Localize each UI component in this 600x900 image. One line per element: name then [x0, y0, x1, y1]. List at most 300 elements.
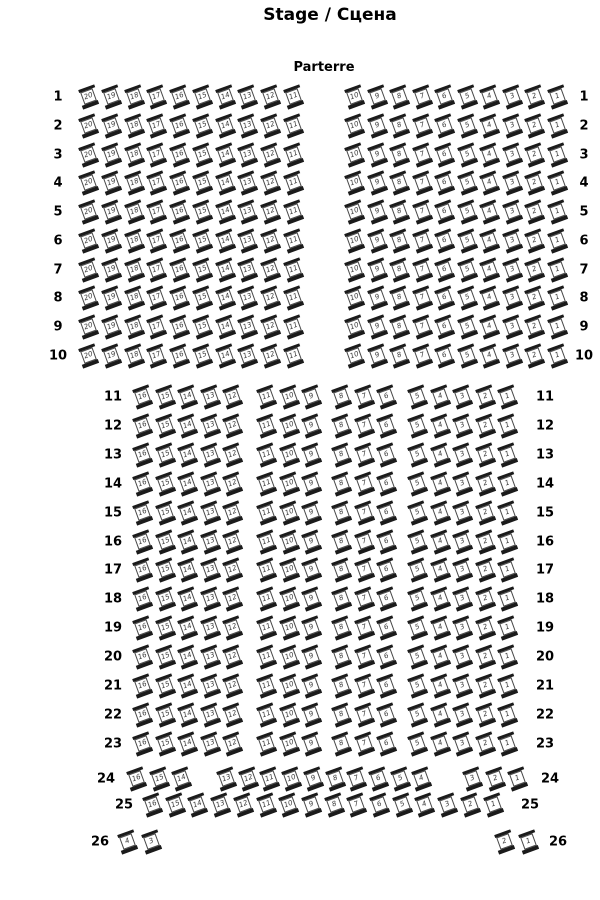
seat[interactable]: 16 [134, 417, 151, 434]
seat[interactable]: 14 [179, 677, 196, 694]
seat[interactable]: 8 [333, 677, 350, 694]
seat[interactable]: 16 [134, 388, 151, 405]
seat[interactable]: 5 [459, 146, 476, 163]
seat[interactable]: 12 [262, 117, 279, 134]
seat[interactable]: 14 [179, 417, 196, 434]
seat[interactable]: 3 [504, 347, 521, 364]
seat[interactable]: 15 [194, 174, 211, 191]
seat[interactable]: 13 [202, 562, 219, 579]
seat[interactable]: 5 [409, 562, 426, 579]
seat[interactable]: 6 [370, 770, 387, 787]
seat[interactable]: 2 [527, 88, 544, 105]
seat[interactable]: 11 [258, 446, 275, 463]
seat[interactable]: 17 [148, 290, 165, 307]
seat[interactable]: 11 [262, 770, 279, 787]
seat[interactable]: 9 [303, 677, 320, 694]
seat[interactable]: 15 [194, 347, 211, 364]
seat[interactable]: 2 [477, 590, 494, 607]
seat[interactable]: 2 [477, 562, 494, 579]
seat[interactable]: 2 [477, 446, 494, 463]
seat[interactable]: 14 [173, 770, 190, 787]
seat[interactable]: 17 [148, 146, 165, 163]
seat[interactable]: 5 [409, 533, 426, 550]
seat[interactable]: 15 [194, 318, 211, 335]
seat[interactable]: 15 [157, 475, 174, 492]
seat[interactable]: 6 [378, 648, 395, 665]
seat[interactable]: 10 [281, 648, 298, 665]
seat[interactable]: 13 [240, 232, 257, 249]
seat[interactable]: 1 [549, 117, 566, 134]
seat[interactable]: 14 [217, 174, 234, 191]
seat[interactable]: 6 [371, 796, 388, 813]
seat[interactable]: 16 [134, 475, 151, 492]
seat[interactable]: 14 [179, 388, 196, 405]
seat[interactable]: 8 [391, 174, 408, 191]
seat[interactable]: 5 [459, 117, 476, 134]
seat[interactable]: 12 [224, 475, 241, 492]
seat[interactable]: 19 [103, 347, 120, 364]
seat[interactable]: 5 [409, 590, 426, 607]
seat[interactable]: 1 [499, 706, 516, 723]
seat[interactable]: 13 [240, 117, 257, 134]
seat[interactable]: 3 [454, 533, 471, 550]
seat[interactable]: 7 [356, 735, 373, 752]
seat[interactable]: 1 [485, 796, 502, 813]
seat[interactable]: 3 [504, 318, 521, 335]
seat[interactable]: 12 [224, 648, 241, 665]
seat[interactable]: 8 [391, 318, 408, 335]
seat[interactable]: 14 [217, 290, 234, 307]
seat[interactable]: 16 [134, 735, 151, 752]
seat[interactable]: 15 [157, 590, 174, 607]
seat[interactable]: 17 [148, 117, 165, 134]
seat[interactable]: 5 [409, 504, 426, 521]
seat[interactable]: 15 [157, 562, 174, 579]
seat[interactable]: 7 [348, 770, 365, 787]
seat[interactable]: 16 [134, 590, 151, 607]
seat[interactable]: 11 [258, 417, 275, 434]
seat[interactable]: 4 [432, 735, 449, 752]
seat[interactable]: 11 [258, 648, 275, 665]
seat[interactable]: 14 [179, 446, 196, 463]
seat[interactable]: 9 [303, 706, 320, 723]
seat[interactable]: 3 [454, 590, 471, 607]
seat[interactable]: 20 [80, 174, 97, 191]
seat[interactable]: 9 [303, 796, 320, 813]
seat[interactable]: 2 [477, 619, 494, 636]
seat[interactable]: 16 [171, 174, 188, 191]
seat[interactable]: 12 [224, 504, 241, 521]
seat[interactable]: 3 [504, 290, 521, 307]
seat[interactable]: 7 [414, 290, 431, 307]
seat[interactable]: 11 [285, 203, 302, 220]
seat[interactable]: 12 [224, 533, 241, 550]
seat[interactable]: 1 [549, 203, 566, 220]
seat[interactable]: 6 [378, 504, 395, 521]
seat[interactable]: 15 [151, 770, 168, 787]
seat[interactable]: 13 [240, 261, 257, 278]
seat[interactable]: 13 [202, 706, 219, 723]
seat[interactable]: 8 [333, 619, 350, 636]
seat[interactable]: 4 [432, 619, 449, 636]
seat[interactable]: 4 [482, 261, 499, 278]
seat[interactable]: 7 [414, 88, 431, 105]
seat[interactable]: 11 [285, 146, 302, 163]
seat[interactable]: 7 [414, 117, 431, 134]
seat[interactable]: 5 [459, 290, 476, 307]
seat[interactable]: 2 [462, 796, 479, 813]
seat[interactable]: 15 [157, 388, 174, 405]
seat[interactable]: 12 [262, 174, 279, 191]
seat[interactable]: 12 [262, 318, 279, 335]
seat[interactable]: 7 [356, 590, 373, 607]
seat[interactable]: 4 [482, 232, 499, 249]
seat[interactable]: 5 [409, 475, 426, 492]
seat[interactable]: 4 [432, 706, 449, 723]
seat[interactable]: 13 [202, 533, 219, 550]
seat[interactable]: 9 [303, 504, 320, 521]
seat[interactable]: 5 [409, 619, 426, 636]
seat[interactable]: 11 [258, 796, 275, 813]
seat[interactable]: 6 [436, 232, 453, 249]
seat[interactable]: 8 [391, 117, 408, 134]
seat[interactable]: 6 [378, 619, 395, 636]
seat[interactable]: 5 [394, 796, 411, 813]
seat[interactable]: 2 [477, 417, 494, 434]
seat[interactable]: 3 [454, 677, 471, 694]
seat[interactable]: 9 [369, 318, 386, 335]
seat[interactable]: 11 [258, 475, 275, 492]
seat[interactable]: 3 [504, 174, 521, 191]
seat[interactable]: 19 [103, 88, 120, 105]
seat[interactable]: 19 [103, 318, 120, 335]
seat[interactable]: 1 [499, 619, 516, 636]
seat[interactable]: 16 [144, 796, 161, 813]
seat[interactable]: 11 [285, 88, 302, 105]
seat[interactable]: 11 [258, 677, 275, 694]
seat[interactable]: 20 [80, 203, 97, 220]
seat[interactable]: 16 [171, 261, 188, 278]
seat[interactable]: 1 [499, 446, 516, 463]
seat[interactable]: 11 [285, 347, 302, 364]
seat[interactable]: 10 [281, 590, 298, 607]
seat[interactable]: 13 [240, 174, 257, 191]
seat[interactable]: 18 [126, 146, 143, 163]
seat[interactable]: 4 [432, 504, 449, 521]
seat[interactable]: 1 [499, 475, 516, 492]
seat[interactable]: 15 [194, 261, 211, 278]
seat[interactable]: 1 [499, 562, 516, 579]
seat[interactable]: 4 [432, 562, 449, 579]
seat[interactable]: 14 [217, 88, 234, 105]
seat[interactable]: 6 [378, 533, 395, 550]
seat[interactable]: 15 [157, 533, 174, 550]
seat[interactable]: 19 [103, 232, 120, 249]
seat[interactable]: 8 [333, 648, 350, 665]
seat[interactable]: 12 [235, 796, 252, 813]
seat[interactable]: 15 [157, 417, 174, 434]
seat[interactable]: 9 [303, 735, 320, 752]
seat[interactable]: 2 [527, 203, 544, 220]
seat[interactable]: 9 [369, 290, 386, 307]
seat[interactable]: 2 [477, 648, 494, 665]
seat[interactable]: 1 [499, 648, 516, 665]
seat[interactable]: 13 [218, 770, 235, 787]
seat[interactable]: 6 [436, 174, 453, 191]
seat[interactable]: 14 [217, 232, 234, 249]
seat[interactable]: 9 [369, 232, 386, 249]
seat[interactable]: 16 [171, 232, 188, 249]
seat[interactable]: 7 [348, 796, 365, 813]
seat[interactable]: 3 [439, 796, 456, 813]
seat[interactable]: 9 [303, 619, 320, 636]
seat[interactable]: 4 [432, 388, 449, 405]
seat[interactable]: 10 [281, 619, 298, 636]
seat[interactable]: 11 [258, 533, 275, 550]
seat[interactable]: 15 [157, 706, 174, 723]
seat[interactable]: 12 [262, 347, 279, 364]
seat[interactable]: 8 [333, 590, 350, 607]
seat[interactable]: 8 [333, 735, 350, 752]
seat[interactable]: 18 [126, 117, 143, 134]
seat[interactable]: 14 [217, 318, 234, 335]
seat[interactable]: 4 [482, 88, 499, 105]
seat[interactable]: 6 [436, 146, 453, 163]
seat[interactable]: 18 [126, 174, 143, 191]
seat[interactable]: 2 [477, 706, 494, 723]
seat[interactable]: 15 [194, 88, 211, 105]
seat[interactable]: 14 [179, 475, 196, 492]
seat[interactable]: 18 [126, 88, 143, 105]
seat[interactable]: 12 [224, 388, 241, 405]
seat[interactable]: 13 [202, 590, 219, 607]
seat[interactable]: 14 [217, 117, 234, 134]
seat[interactable]: 12 [224, 562, 241, 579]
seat[interactable]: 8 [326, 796, 343, 813]
seat[interactable]: 10 [346, 232, 363, 249]
seat[interactable]: 6 [436, 318, 453, 335]
seat[interactable]: 5 [409, 417, 426, 434]
seat[interactable]: 4 [482, 318, 499, 335]
seat[interactable]: 5 [459, 318, 476, 335]
seat[interactable]: 11 [285, 117, 302, 134]
seat[interactable]: 2 [527, 318, 544, 335]
seat[interactable]: 7 [414, 174, 431, 191]
seat[interactable]: 3 [454, 562, 471, 579]
seat[interactable]: 6 [378, 677, 395, 694]
seat[interactable]: 9 [369, 347, 386, 364]
seat[interactable]: 2 [527, 232, 544, 249]
seat[interactable]: 12 [224, 417, 241, 434]
seat[interactable]: 3 [454, 706, 471, 723]
seat[interactable]: 5 [409, 706, 426, 723]
seat[interactable]: 6 [436, 117, 453, 134]
seat[interactable]: 10 [281, 735, 298, 752]
seat[interactable]: 8 [333, 504, 350, 521]
seat[interactable]: 11 [285, 261, 302, 278]
seat[interactable]: 20 [80, 290, 97, 307]
seat[interactable]: 14 [190, 796, 207, 813]
seat[interactable]: 5 [459, 203, 476, 220]
seat[interactable]: 4 [482, 203, 499, 220]
seat[interactable]: 16 [171, 318, 188, 335]
seat[interactable]: 19 [103, 117, 120, 134]
seat[interactable]: 14 [179, 735, 196, 752]
seat[interactable]: 16 [134, 648, 151, 665]
seat[interactable]: 15 [194, 290, 211, 307]
seat[interactable]: 4 [413, 770, 430, 787]
seat[interactable]: 13 [202, 735, 219, 752]
seat[interactable]: 6 [378, 590, 395, 607]
seat[interactable]: 1 [499, 677, 516, 694]
seat[interactable]: 7 [356, 706, 373, 723]
seat[interactable]: 15 [157, 446, 174, 463]
seat[interactable]: 11 [285, 232, 302, 249]
seat[interactable]: 3 [454, 446, 471, 463]
seat[interactable]: 15 [194, 146, 211, 163]
seat[interactable]: 16 [134, 533, 151, 550]
seat[interactable]: 15 [194, 117, 211, 134]
seat[interactable]: 4 [432, 590, 449, 607]
seat[interactable]: 8 [333, 533, 350, 550]
seat[interactable]: 3 [454, 619, 471, 636]
seat[interactable]: 8 [391, 290, 408, 307]
seat[interactable]: 8 [391, 203, 408, 220]
seat[interactable]: 8 [327, 770, 344, 787]
seat[interactable]: 12 [262, 146, 279, 163]
seat[interactable]: 10 [280, 796, 297, 813]
seat[interactable]: 17 [148, 174, 165, 191]
seat[interactable]: 3 [454, 417, 471, 434]
seat[interactable]: 9 [369, 203, 386, 220]
seat[interactable]: 19 [103, 203, 120, 220]
seat[interactable]: 16 [134, 504, 151, 521]
seat[interactable]: 18 [126, 203, 143, 220]
seat[interactable]: 5 [459, 174, 476, 191]
seat[interactable]: 16 [171, 146, 188, 163]
seat[interactable]: 7 [414, 203, 431, 220]
seat[interactable]: 10 [281, 533, 298, 550]
seat[interactable]: 10 [281, 475, 298, 492]
seat[interactable]: 5 [459, 261, 476, 278]
seat[interactable]: 14 [179, 533, 196, 550]
seat[interactable]: 12 [224, 706, 241, 723]
seat[interactable]: 8 [333, 706, 350, 723]
seat[interactable]: 13 [202, 446, 219, 463]
seat[interactable]: 8 [333, 388, 350, 405]
seat[interactable]: 20 [80, 146, 97, 163]
seat[interactable]: 5 [459, 232, 476, 249]
seat[interactable]: 13 [240, 318, 257, 335]
seat[interactable]: 4 [432, 677, 449, 694]
seat[interactable]: 18 [126, 232, 143, 249]
seat[interactable]: 4 [482, 174, 499, 191]
seat[interactable]: 9 [303, 475, 320, 492]
seat[interactable]: 3 [454, 735, 471, 752]
seat[interactable]: 10 [281, 446, 298, 463]
seat[interactable]: 12 [224, 590, 241, 607]
seat[interactable]: 10 [346, 88, 363, 105]
seat[interactable]: 2 [496, 833, 513, 850]
seat[interactable]: 3 [504, 117, 521, 134]
seat[interactable]: 2 [477, 504, 494, 521]
seat[interactable]: 7 [356, 446, 373, 463]
seat[interactable]: 11 [258, 735, 275, 752]
seat[interactable]: 9 [303, 533, 320, 550]
seat[interactable]: 13 [202, 475, 219, 492]
seat[interactable]: 3 [504, 203, 521, 220]
seat[interactable]: 10 [281, 677, 298, 694]
seat[interactable]: 14 [179, 562, 196, 579]
seat[interactable]: 7 [356, 562, 373, 579]
seat[interactable]: 10 [281, 417, 298, 434]
seat[interactable]: 7 [414, 261, 431, 278]
seat[interactable]: 7 [356, 533, 373, 550]
seat[interactable]: 13 [202, 504, 219, 521]
seat[interactable]: 7 [414, 318, 431, 335]
seat[interactable]: 10 [346, 174, 363, 191]
seat[interactable]: 13 [212, 796, 229, 813]
seat[interactable]: 11 [285, 318, 302, 335]
seat[interactable]: 2 [477, 735, 494, 752]
seat[interactable]: 16 [171, 88, 188, 105]
seat[interactable]: 5 [409, 735, 426, 752]
seat[interactable]: 2 [527, 174, 544, 191]
seat[interactable]: 4 [119, 833, 136, 850]
seat[interactable]: 1 [549, 318, 566, 335]
seat[interactable]: 6 [378, 475, 395, 492]
seat[interactable]: 9 [369, 117, 386, 134]
seat[interactable]: 3 [454, 504, 471, 521]
seat[interactable]: 1 [520, 833, 537, 850]
seat[interactable]: 5 [409, 648, 426, 665]
seat[interactable]: 5 [459, 347, 476, 364]
seat[interactable]: 3 [454, 475, 471, 492]
seat[interactable]: 9 [303, 388, 320, 405]
seat[interactable]: 16 [128, 770, 145, 787]
seat[interactable]: 9 [303, 446, 320, 463]
seat[interactable]: 6 [436, 347, 453, 364]
seat[interactable]: 19 [103, 146, 120, 163]
seat[interactable]: 4 [482, 290, 499, 307]
seat[interactable]: 10 [281, 562, 298, 579]
seat[interactable]: 10 [346, 117, 363, 134]
seat[interactable]: 2 [527, 347, 544, 364]
seat[interactable]: 7 [356, 619, 373, 636]
seat[interactable]: 6 [378, 417, 395, 434]
seat[interactable]: 4 [417, 796, 434, 813]
seat[interactable]: 16 [134, 619, 151, 636]
seat[interactable]: 14 [179, 706, 196, 723]
seat[interactable]: 12 [262, 232, 279, 249]
seat[interactable]: 18 [126, 318, 143, 335]
seat[interactable]: 12 [224, 619, 241, 636]
seat[interactable]: 13 [202, 619, 219, 636]
seat[interactable]: 6 [436, 203, 453, 220]
seat[interactable]: 14 [217, 347, 234, 364]
seat[interactable]: 2 [527, 117, 544, 134]
seat[interactable]: 16 [134, 677, 151, 694]
seat[interactable]: 12 [262, 203, 279, 220]
seat[interactable]: 2 [527, 290, 544, 307]
seat[interactable]: 20 [80, 232, 97, 249]
seat[interactable]: 10 [346, 146, 363, 163]
seat[interactable]: 17 [148, 347, 165, 364]
seat[interactable]: 16 [171, 117, 188, 134]
seat[interactable]: 1 [509, 770, 526, 787]
seat[interactable]: 1 [549, 88, 566, 105]
seat[interactable]: 7 [414, 347, 431, 364]
